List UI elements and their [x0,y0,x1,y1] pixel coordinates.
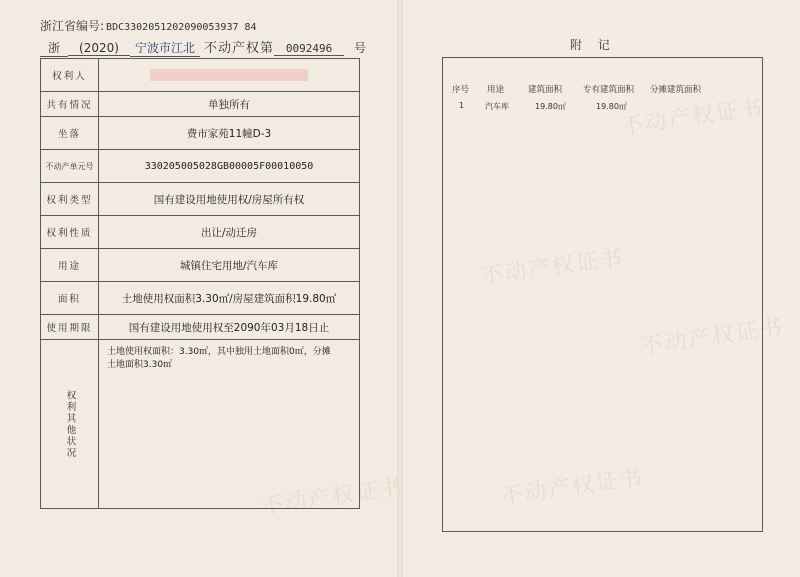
city: 宁波市江北 [130,39,200,57]
table-row [41,282,360,315]
row-label: 权利人 [41,59,99,92]
other-line-1: 土地使用权面积：3.30㎡，其中独用土地面积0㎡，分摊 [107,347,331,357]
watermark: 不动产权证书 [639,315,786,360]
table-row [41,117,360,150]
redacted-name [150,69,308,81]
serial-header [40,17,257,34]
watermark: 不动产权证书 [499,465,646,510]
table-row [41,249,360,282]
row-label: 共有情况 [41,92,99,117]
row-value: 土地使用权面积3.30㎡/房屋建筑面积19.80㎡ [99,282,360,315]
appendix-box [442,57,763,532]
row-value: 国有建设用地使用权/房屋所有权 [99,183,360,216]
row-label: 不动产单元号 [41,150,99,183]
table-row [41,150,360,183]
cert-suffix: 号 [354,41,367,55]
row-value: 出让/动迁房 [99,216,360,249]
cell-exclusive: 19.80㎡ [596,102,627,111]
row-label: 用途 [41,249,99,282]
row-value: 城镇住宅用地/汽车库 [99,249,360,282]
row-label: 权利类型 [41,183,99,216]
serial-number: BDC3302051202090053937 84 [106,22,257,33]
watermark: 不动产权证书 [619,95,766,140]
col-exclusive-header: 专有建筑面积 [583,85,635,95]
table-row [41,59,360,92]
other-line-2: 土地面积3.30㎡ [107,360,173,370]
prefix: 浙 [40,39,68,57]
watermark: 不动产权证书 [479,245,626,290]
row-value: 费市家苑11幢D-3 [99,117,360,150]
cert-number: 0092496 [274,42,344,56]
row-value [99,59,360,92]
appendix-title: 附 记 [570,38,616,52]
row-value: 330205005028GB00005F00010050 [99,150,360,183]
table-row [41,315,360,340]
table-row [41,216,360,249]
col-area-header: 建筑面积 [528,85,563,95]
col-shared-header: 分摊建筑面积 [650,85,702,95]
row-label: 权利性质 [41,216,99,249]
other-label: 权利其他状况 [41,340,99,509]
row-value: 单独所有 [99,92,360,117]
watermark: 不动产权证书 [259,475,406,520]
province-label: 浙江省编号: [40,19,105,33]
year: (2020) [68,41,130,56]
table-row [41,183,360,216]
table-row [41,340,360,509]
table-row [41,92,360,117]
row-label: 使用期限 [41,315,99,340]
property-table [40,58,360,509]
cell-seq: 1 [459,101,465,110]
col-seq-header: 序号 [452,85,470,95]
cert-word: 不动产权第 [204,41,275,56]
row-value: 国有建设用地使用权至2090年03月18日止 [99,315,360,340]
other-value [99,340,360,509]
certificate-number-line [40,37,366,57]
cell-use: 汽车库 [485,102,509,111]
col-use-header: 用途 [487,85,505,95]
row-label: 面积 [41,282,99,315]
row-label: 坐落 [41,117,99,150]
cell-area: 19.80㎡ [535,102,566,111]
